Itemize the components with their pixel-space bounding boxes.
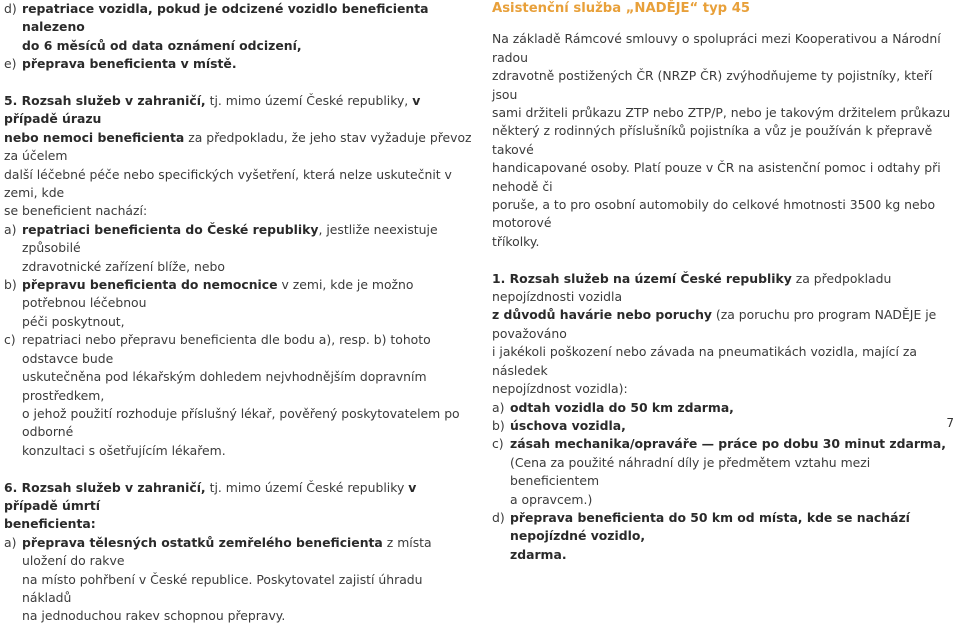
- list-item-5c: [4, 331, 472, 460]
- item-bold-text: odtah vozidla do 50 km zdarma,: [510, 399, 734, 415]
- item-plain-text: v zemi, kde je možno potřebnou léčebnou péči poskytnout,: [22, 277, 414, 329]
- section-1-text-1: za předpokladu nepojízdnosti vozidla: [492, 270, 892, 305]
- section-1-text-2: (za poruchu pro program NADĚJE je považováno i jakékoli poškození nebo závada na pneumatikách vozidla, mající za následek nepojízdnost vozidla):: [492, 307, 937, 397]
- page-number: 7: [946, 415, 954, 430]
- list-item-5a: [4, 221, 472, 276]
- item-bold-text: repatriaci beneficienta do České republiky: [22, 221, 319, 237]
- item-text: [510, 435, 952, 509]
- section-1-bold-2: z důvodů havárie nebo poruchy: [492, 307, 712, 323]
- section-5-text-2: za předpokladu, že jeho stav vyžaduje převoz za účelem další léčebné péče nebo specifických vyšetření, která nelze uskutečnit v zemi, kde se beneficient nachází:: [4, 129, 472, 219]
- list-item-1c: [492, 435, 952, 509]
- section-5-text-1: tj. mimo území České republiky,: [205, 93, 413, 109]
- item-label: b): [492, 417, 505, 433]
- item-label: a): [4, 534, 17, 550]
- left-column: [4, 0, 472, 626]
- item-label: d): [492, 509, 505, 525]
- list-item-5b: [4, 276, 472, 331]
- item-label: a): [492, 399, 505, 415]
- list-item-1b: [492, 417, 952, 435]
- item-text: [22, 276, 472, 331]
- item-bold-text: přeprava beneficienta v místě.: [22, 56, 237, 72]
- item-plain-text: z místa uložení do rakve na místo pohřbení v České republice. Poskytovatel zajistí úhradu nákladů na jednoduchou rakev schopnou přepravy.: [22, 534, 432, 624]
- section-1-paragraph: [492, 270, 952, 399]
- section-6-paragraph: [4, 479, 472, 534]
- list-item-6a: [4, 534, 472, 626]
- item-text: [510, 399, 952, 417]
- item-label: e): [4, 56, 17, 72]
- right-column: [492, 0, 952, 564]
- section-heading: Asistenční služba „NADĚJE“ typ 45: [492, 1, 751, 16]
- item-bold-text: úschova vozidla,: [510, 417, 626, 433]
- item-text: [22, 0, 472, 55]
- item-label: a): [4, 221, 17, 237]
- item-bold-text: přeprava beneficienta do 50 km od místa, kde se nachází nepojízdné vozidlo, zdarma.: [510, 509, 910, 562]
- section-5-bold-2: v případě úrazu nebo nemoci beneficienta: [4, 93, 421, 145]
- item-label: d): [4, 1, 17, 16]
- section-6-heading: 6. Rozsah služeb v zahraničí,: [4, 479, 206, 495]
- section-6-bold-2: v případě úmrtí beneficienta:: [4, 479, 417, 532]
- list-item-1d: [492, 509, 952, 564]
- list-item-d: [4, 0, 472, 55]
- item-plain-text: (Cena za použité náhradní díly je předmětem vztahu mezi beneficientem a opravcem.): [510, 454, 871, 507]
- item-bold-text: repatriace vozidla, pokud je odcizené vozidlo beneficienta nalezeno do 6 měsíců od data oznámení odcizení,: [22, 1, 429, 53]
- item-label: c): [4, 332, 16, 348]
- section-5-heading: 5. Rozsah služeb v zahraničí,: [4, 93, 206, 109]
- list-item-e: [4, 55, 472, 73]
- list-item-1a: [492, 399, 952, 417]
- item-text: [22, 55, 472, 73]
- item-label: b): [4, 277, 17, 293]
- item-text: [510, 509, 952, 564]
- intro-paragraph: Na základě Rámcové smlouvy o spolupráci mezi Kooperativou a Národní radou zdravotně postižených ČR (NRZP ČR) zvýhodňujeme ty pojistníky, kteří jsou sami držiteli průkazu ZTP nebo ZTP/P, nebo je takovým držitelem průkazu některý z rodinných příslušníků pojistníka a vůz je používán k přepravě takové handicapované osoby. Platí pouze v ČR na asistenční pomoc i odtahy při nehodě či poruše, a to pro osobní automobily do celkové hmotnosti 3500 kg nebo motorové tříkolky.: [492, 31, 951, 249]
- item-bold-text: zásah mechanika/opraváře — práce po dobu 30 minut zdarma,: [510, 436, 946, 452]
- section-5-paragraph: [4, 92, 472, 221]
- section-6-text-1: tj. mimo území České republiky: [205, 479, 409, 495]
- item-text: repatriaci nebo přepravu beneficienta dle bodu a), resp. b) tohoto odstavce bude uskutečněna pod lékařským dohledem nejvhodnějším dopravním prostředkem, o jehož použití rozhoduje příslušný lékař, pověřený poskytovatelem po odborné konzultaci s ošetřujícím lékařem.: [22, 332, 460, 458]
- item-bold-text: přepravu beneficienta do nemocnice: [22, 277, 278, 293]
- item-bold-text: přeprava tělesných ostatků zemřelého beneficienta: [22, 534, 383, 550]
- section-1-heading: 1. Rozsah služeb na území České republiky: [492, 270, 792, 286]
- item-text: [510, 417, 952, 435]
- item-label: c): [492, 436, 504, 452]
- item-plain-text: , jestliže neexistuje způsobilé zdravotnické zařízení blíže, nebo: [22, 221, 438, 274]
- item-text: [22, 221, 472, 276]
- item-text: [22, 534, 472, 626]
